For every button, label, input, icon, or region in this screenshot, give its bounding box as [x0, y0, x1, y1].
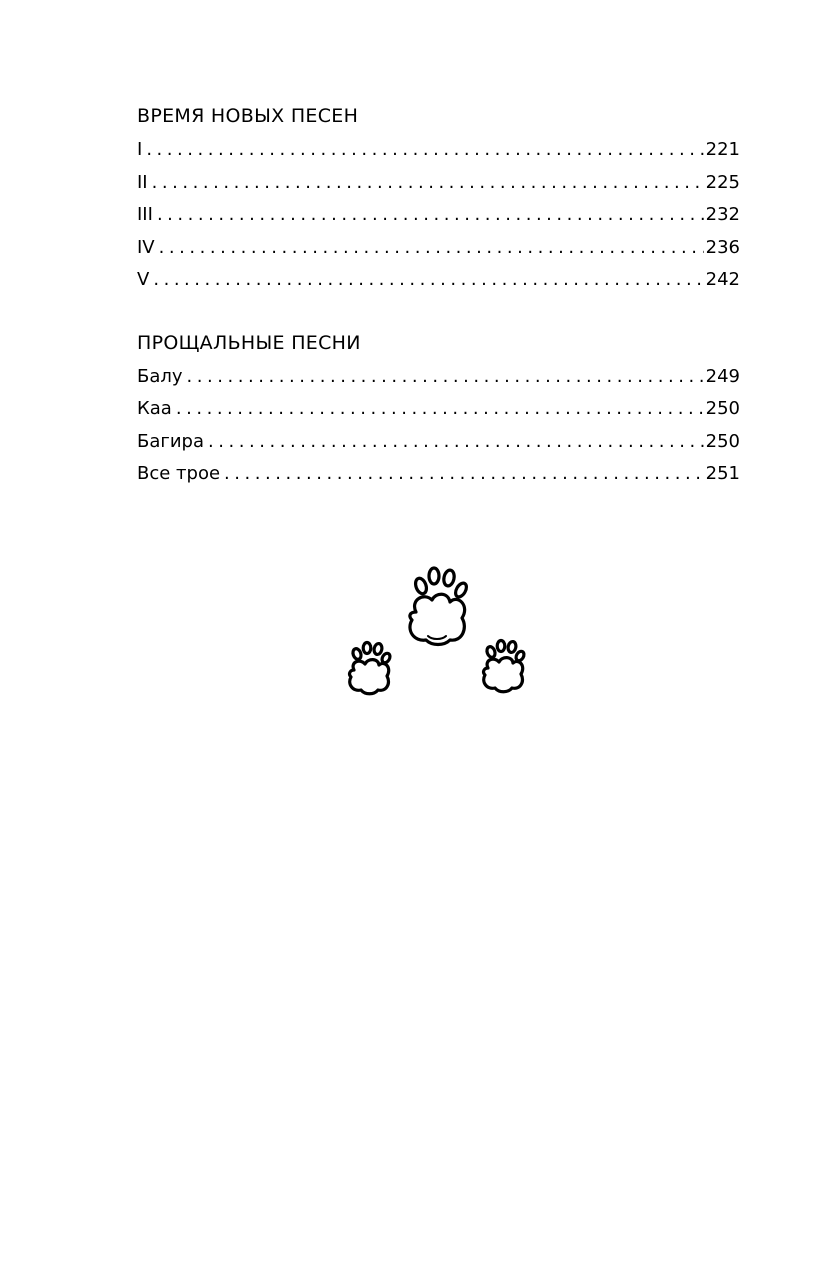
entry-page-number: 242 — [705, 269, 740, 290]
toc-entry[interactable] — [137, 426, 740, 459]
toc-entry[interactable] — [137, 458, 740, 491]
toc-section-farewell-songs — [137, 329, 740, 491]
dot-leader — [208, 426, 704, 459]
entry-page-number: 249 — [705, 365, 740, 387]
entry-page-number: 250 — [705, 398, 740, 419]
entry-label: Багира — [137, 430, 204, 452]
dot-leader — [146, 134, 703, 167]
section-title: ПРОЩАЛЬНЫЕ ПЕСНИ — [137, 331, 361, 354]
toc-entry[interactable] — [137, 167, 740, 200]
section-title: ВРЕМЯ НОВЫХ ПЕСЕН — [137, 105, 359, 127]
entry-page-number: 236 — [705, 236, 740, 258]
dot-leader — [159, 232, 704, 265]
dot-leader — [176, 393, 704, 426]
paw-print-large — [410, 568, 469, 645]
toc-section-new-songs — [137, 102, 740, 297]
entry-page-number: 232 — [705, 204, 740, 225]
toc-entry[interactable] — [137, 134, 740, 167]
toc-entry[interactable] — [137, 264, 740, 297]
paw-print-small-right — [484, 641, 526, 692]
paw-print-small-left — [350, 643, 392, 694]
entry-label: Балу — [137, 365, 183, 387]
entry-page-number: 221 — [705, 139, 740, 160]
entry-label: V — [137, 269, 150, 290]
dot-leader — [152, 167, 704, 200]
toc-entry[interactable] — [137, 361, 740, 394]
entry-label: Каа — [137, 398, 172, 419]
paw-prints-icon — [340, 566, 540, 706]
entry-page-number: 250 — [705, 430, 740, 452]
entry-page-number: 225 — [705, 171, 740, 193]
toc-entry[interactable] — [137, 232, 740, 265]
entry-label: I — [137, 139, 143, 160]
toc-entry[interactable] — [137, 393, 740, 426]
entry-label: II — [137, 171, 148, 193]
dot-leader — [153, 264, 703, 297]
entry-label: III — [137, 204, 153, 225]
entry-label: Все трое — [137, 463, 221, 484]
dot-leader — [157, 199, 704, 232]
entry-label: IV — [137, 236, 155, 258]
table-of-contents — [137, 102, 740, 491]
dot-leader — [224, 458, 704, 491]
toc-entry[interactable] — [137, 199, 740, 232]
entry-page-number: 251 — [705, 463, 740, 484]
dot-leader — [187, 361, 704, 394]
